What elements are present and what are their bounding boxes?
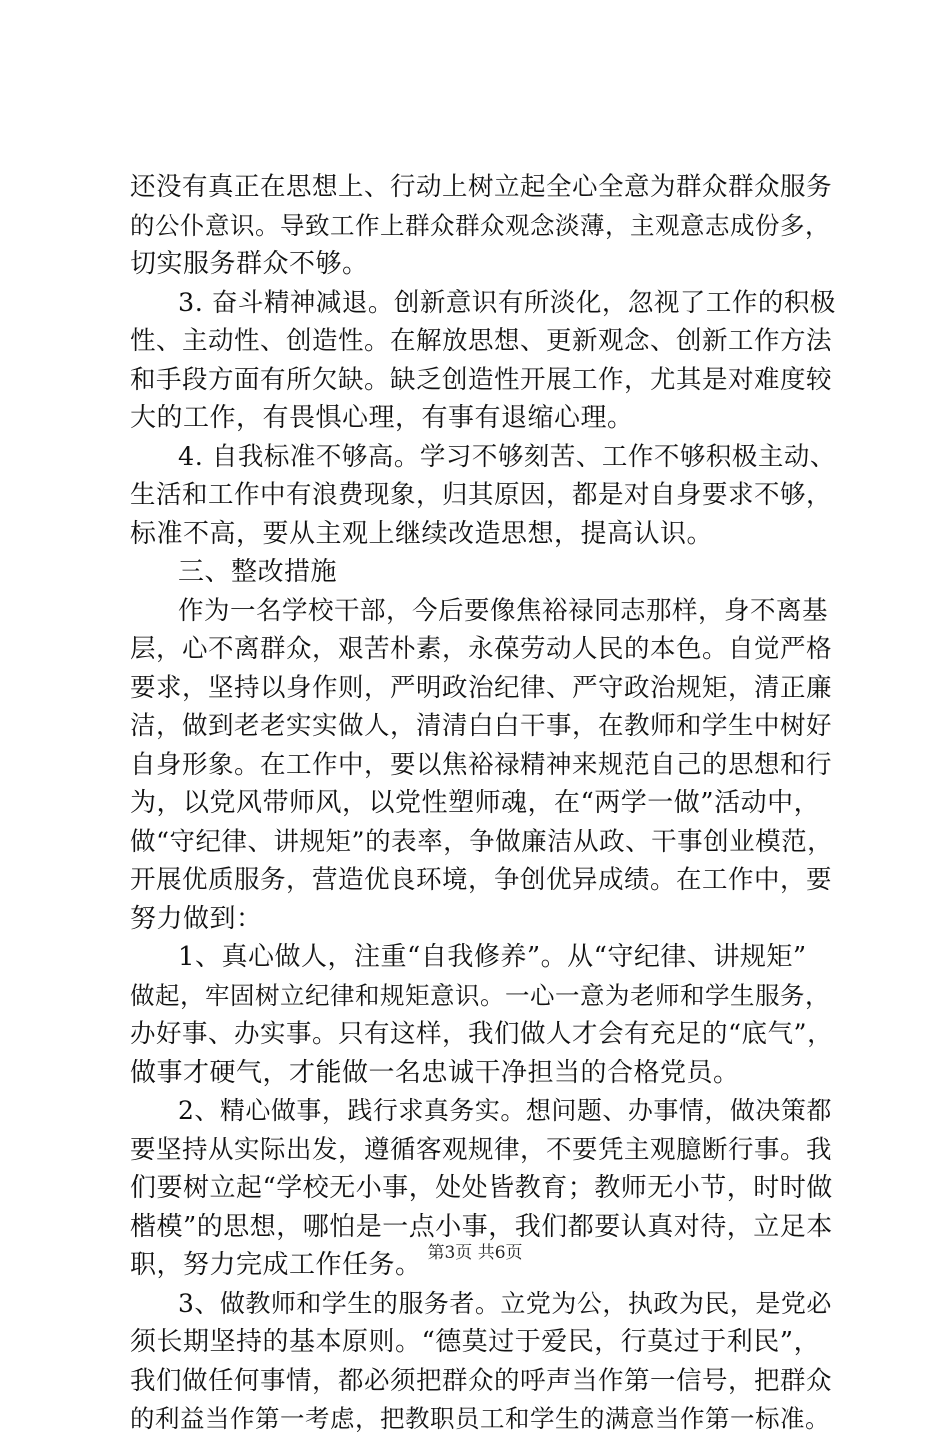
text-line: 楷模”的思想，哪怕是一点小事，我们都要认真对待，立足本 — [130, 1211, 833, 1242]
text-line: 们要树立起“学校无小事，处处皆教育；教师无小节，时时做 — [130, 1173, 833, 1203]
text-line: 要坚持从实际出发，遵循客观规律，不要凭主观臆断行事。我 — [130, 1134, 833, 1165]
text-line: 作为一名学校干部，今后要像焦裕禄同志那样，身不离基 — [178, 595, 829, 626]
text-line: 为，以党风带师风，以党性塑师魂，在“两学一做”活动中， — [130, 788, 821, 818]
text-line: 努力做到： — [130, 903, 263, 934]
text-line: 层，心不离群众，艰苦朴素，永葆劳动人民的本色。自觉严格 — [130, 634, 833, 664]
text-line: 开展优质服务，营造优良环境，争创优异成绩。在工作中，要 — [130, 865, 833, 895]
text-line: 的利益当作第一考虑，把教职员工和学生的满意当作第一标准。 — [130, 1404, 830, 1433]
text-line: 三、整改措施 — [178, 557, 338, 587]
text-line: 1、真心做人，注重“自我修养”。从“守纪律、讲规矩” — [178, 942, 807, 972]
text-line: 洁，做到老老实实做人，清清白白干事，在教师和学生中树好 — [130, 711, 833, 741]
page-footer — [0, 1243, 950, 1263]
text-line: 要求，坚持以身作则，严明政治纪律、严守政治规矩，清正廉 — [130, 672, 833, 703]
text-line: 生活和工作中有浪费现象，归其原因，都是对自身要求不够， — [130, 480, 833, 510]
text-line: 2、精心做事，践行求真务实。想问题、办事情，做决策都 — [178, 1096, 832, 1125]
text-line: 标准不高，要从主观上继续改造思想，提高认识。 — [130, 518, 714, 549]
text-line: 性、主动性、创造性。在解放思想、更新观念、创新工作方法 — [130, 326, 833, 356]
text-line: 我们做任何事情，都必须把群众的呼声当作第一信号，把群众 — [130, 1365, 833, 1396]
text-line: 还没有真正在思想上、行动上树立起全心全意为群众群众服务 — [130, 172, 833, 202]
text-line: 做起，牢固树立纪律和规矩意识。一心一意为老师和学生服务， — [130, 980, 830, 1010]
text-line: 职，努力完成工作任务。 — [130, 1250, 422, 1280]
text-line: 办好事、办实事。只有这样，我们做人才会有充足的“底气”， — [130, 1019, 834, 1049]
text-line: 切实服务群众不够。 — [130, 249, 369, 279]
page-number: 第3页 共6页 — [427, 1243, 523, 1263]
text-line: 自身形象。在工作中，要以焦裕禄精神来规范自己的思想和行 — [130, 749, 833, 780]
text-line: 须长期坚持的基本原则。“德莫过于爱民，行莫过于利民”， — [130, 1327, 821, 1357]
text-line: 做“守纪律、讲规矩”的表率，争做廉洁从政、干事创业模范， — [130, 826, 834, 857]
text-line: 大的工作，有畏惧心理，有事有退缩心理。 — [130, 403, 634, 433]
text-line: 4. 自我标准不够高。学习不够刻苦、工作不够积极主动、 — [178, 441, 836, 472]
text-line: 3. 奋斗精神减退。创新意识有所淡化，忽视了工作的积极 — [178, 287, 836, 318]
text-line: 和手段方面有所欠缺。缺乏创造性开展工作，尤其是对难度较 — [130, 364, 833, 395]
text-line: 做事才硬气，才能做一名忠诚干净担当的合格党员。 — [130, 1057, 740, 1088]
text-line: 3、做教师和学生的服务者。立党为公，执政为民，是党必 — [178, 1288, 832, 1318]
text-line: 的公仆意识。导致工作上群众群众观念淡薄，主观意志成份多， — [130, 210, 830, 240]
